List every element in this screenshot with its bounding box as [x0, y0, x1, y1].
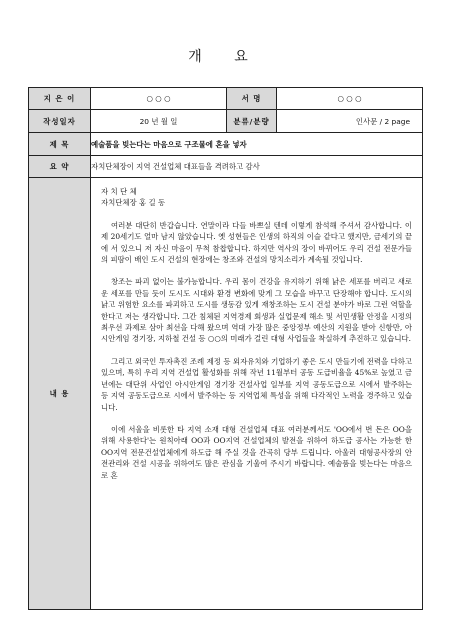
paragraph-4: 이에 서울을 비롯한 타 지역 소재 대형 건설업체 대표 여러분께서도 'OO에서 번 돈은 OO을 위해 사용한다'는 원칙아래 OO과 OO지역 건설업체의 발전을 위하여 하도급 공사는 가능한 한 OO지역 전문건설업체에게 하도급 해 주실 것을 간곡히 당부 드립니다. 아울러 대형공사장의 안전관리와 건설 시공을 위하여도 많은 관심을 기울여 주시기 바랍니다. 예술품을 빚는다는 마음으로 혼 — [101, 424, 412, 480]
page-title: 개 요 — [188, 49, 262, 65]
date-value: 20 년 월 일 — [91, 110, 227, 133]
paragraph-2: 창조는 파괴 없이는 불가능합니다. 우리 몸이 건강을 유지하기 위해 낡은 세포를 버리고 새로운 세포를 만들 듯이 도시도 시대와 환경 변화에 맞게 그 모습을 바꾸고 단장해야 합니다. 도시의 낡고 위험한 요소를 파괴하고 도시를 생동감 있게 재창조하는 도시 건설 분야가 바로 그런 역할을 한다고 저는 생각합니다. 그간 침체된 지역경제 회생과 실업문제 해소 및 서민생활 안정을 시정의 최우선 과제로 삼아 최선을 다해 왔으며 역대 가장 많은 중앙정부 예산의 지원을 받아 신항만, 아시안게임 경기장, 지하철 건설 등 ○○의 미래가 걸린 대형 사업들을 착실하게 추진하고 있습니다. — [101, 277, 412, 344]
row-subject — [29, 133, 423, 156]
content-body — [91, 178, 423, 610]
row-date — [29, 110, 423, 133]
subject-value: 예술품을 빚는다는 마음으로 구조물에 혼을 넣자 — [91, 133, 423, 156]
subject-label: 제 목 — [29, 133, 91, 156]
greeting-line-1: 자 치 단 체 — [101, 187, 137, 196]
row-content — [29, 178, 423, 610]
date-label: 작성일자 — [29, 110, 91, 133]
row-author — [29, 88, 423, 110]
paragraph-1: 여러분 대단히 반갑습니다. 연말이라 다들 바쁘실 텐데 이렇게 참석해 주셔서 감사합니다. 이제 20세기도 얼마 남지 않았습니다. 옛 성현들은 인생의 하직의 이슬 같다고 했지만, 금세기의 끝에 서 있으니 저 자신 마음이 무척 참찹합니다. 하지만 역사의 장이 바뀌어도 우리 건설 전문가들의 피땀이 배인 도시 건설의 현장에는 창조와 건설의 망치소리가 계속될 것입니다. — [101, 220, 412, 265]
summary-value: 자치단체장이 지역 건설업체 대표들을 격려하고 감사 — [91, 156, 423, 178]
doc-name-label: 서 명 — [227, 88, 277, 110]
category-label: 분류/분량 — [227, 110, 277, 133]
summary-table — [28, 87, 423, 610]
paragraph-3: 그리고 외국인 투자촉진 조례 제정 등 외자유치와 기업하기 좋은 도시 만들기에 전력을 다하고 있으며, 특히 우리 지역 건설업 활성화를 위해 작년 11월부터 공동 도급비율을 45%로 높였고 금년에는 대단위 사업인 아시안게임 경기장 건설사업 일부를 지역 공동도급으로 시에서 발주하는 등 지역 공동도급으로 시에서 발주하는 등 지역업체 특성을 위해 다각적인 노력을 경주하고 있습니다. — [101, 356, 412, 412]
row-summary — [29, 156, 423, 178]
greeting-line-2: 자치단체장 홍 길 동 — [101, 198, 166, 208]
author-label: 지 은 이 — [29, 88, 91, 110]
category-value: 인사문 / 2 page — [277, 110, 423, 133]
summary-label: 요 약 — [29, 156, 91, 178]
content-label: 내 용 — [29, 178, 91, 610]
author-value: ○ ○ ○ — [91, 88, 227, 110]
doc-name-value: ○ ○ ○ — [277, 88, 423, 110]
